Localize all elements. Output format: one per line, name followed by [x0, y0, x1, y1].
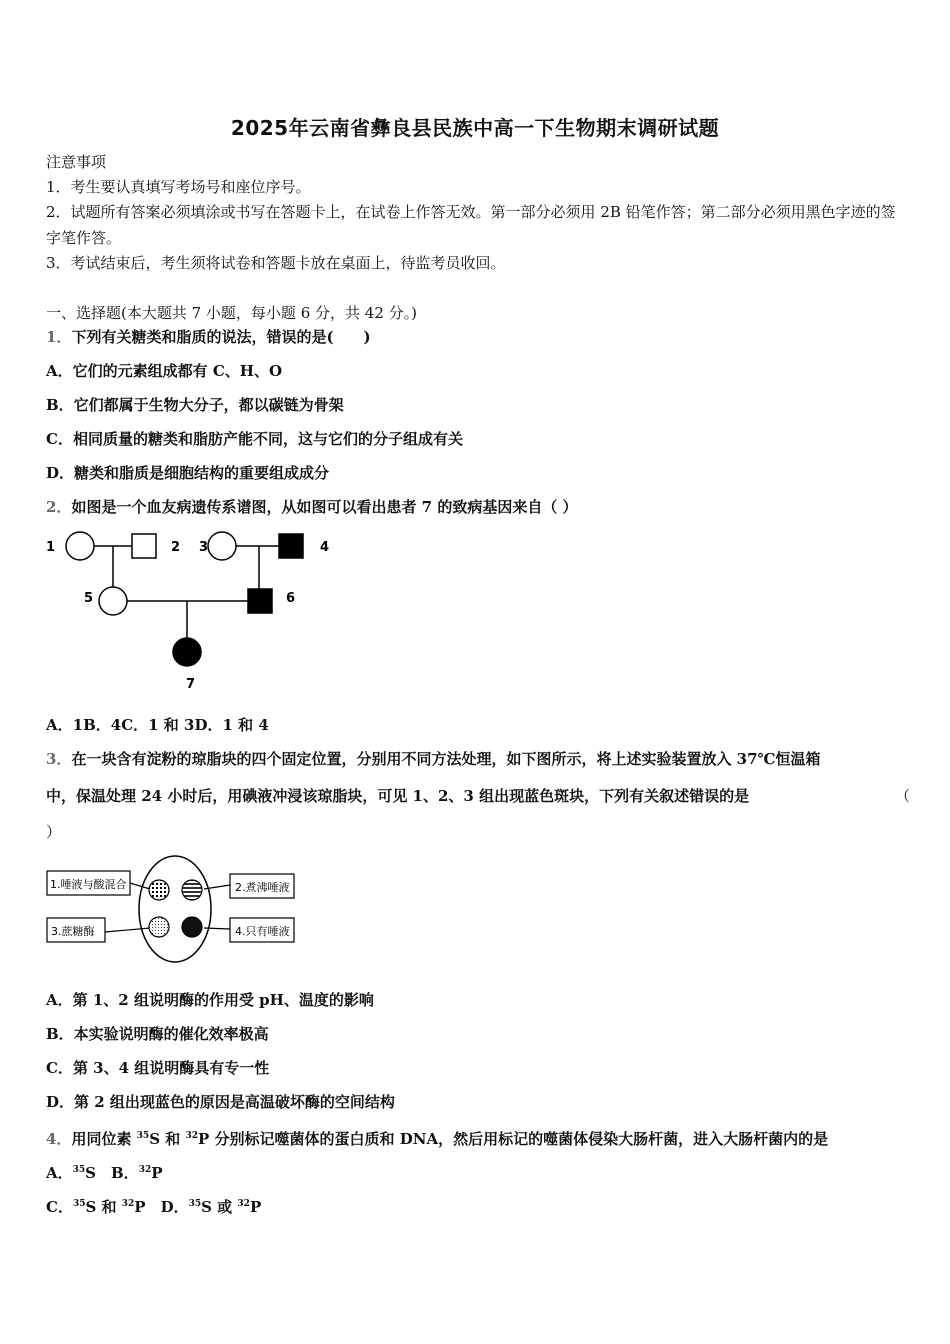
individual-3: [208, 532, 236, 560]
spot-1: [149, 880, 169, 900]
option-c: C．第 3、4 组说明酶具有专一性: [46, 1059, 270, 1077]
box-label-2: 2.煮沸唾液: [235, 881, 290, 894]
question-number: 3．: [46, 750, 72, 768]
page-title: 2025年云南省彝良县民族中高一下生物期末调研试题: [230, 116, 720, 140]
agar-diagram: [44, 855, 300, 975]
label-3: 3: [199, 540, 209, 555]
box-label-4: 4.只有唾液: [235, 925, 290, 938]
option-text: P D．: [134, 1198, 189, 1216]
superscript: 32: [185, 1131, 199, 1141]
option-d: D．糖类和脂质是细胞结构的重要组成成分: [46, 464, 330, 482]
stem-part: P 分别标记噬菌体的蛋白质和 DNA，然后用标记的噬菌体侵染大肠杆菌，进入大肠杆菌内的是: [198, 1130, 829, 1148]
individual-1: [66, 532, 94, 560]
pedigree-chart: [40, 525, 350, 700]
superscript: 32: [237, 1199, 250, 1209]
question-stem: 下列有关糖类和脂质的说法，错误的是( ): [71, 328, 371, 346]
question-number: 2．: [46, 498, 72, 516]
stem-part: 用同位素: [71, 1130, 137, 1148]
question-stem: 在一块含有淀粉的琼脂块的四个固定位置，分别用不同方法处理，如下图所示，将上述实验装置放入 37℃恒温箱: [71, 750, 821, 768]
label-2: 2: [171, 540, 181, 555]
superscript: 32: [121, 1199, 135, 1209]
option-text: P: [249, 1198, 262, 1216]
question-stem-cont: 中，保温处理 24 小时后，用碘液冲浸该琼脂块，可见 1、2、3 组出现蓝色斑块，下列有关叙述错误的是: [46, 787, 750, 805]
superscript: 35: [72, 1165, 86, 1175]
stem-part: S 和: [149, 1130, 186, 1148]
question-3: [46, 749, 821, 769]
options-line: A．1B．4C．1 和 3D．1 和 4: [46, 716, 269, 734]
label-4: 4: [320, 540, 330, 555]
option-b: B．它们都属于生物大分子，都以碳链为骨架: [46, 396, 344, 414]
box-label-3: 3.蔗糖酶: [51, 925, 95, 938]
option-text: S 或: [201, 1198, 238, 1216]
individual-4-affected: [279, 534, 303, 558]
options-line-ab: [46, 1160, 163, 1183]
section-heading: 一、选择题(本大题共 7 小题，每小题 6 分，共 42 分。): [46, 304, 417, 322]
question-stem: 如图是一个血友病遗传系谱图，从如图可以看出患者 7 的致病基因来自（ ）: [71, 498, 578, 516]
agar-block: [139, 856, 211, 962]
notice-item: 3．考试结束后，考生须将试卷和答题卡放在桌面上，待监考员收回。: [46, 254, 506, 272]
individual-5: [99, 587, 127, 615]
option-a: A．: [46, 1164, 73, 1182]
notice-item: 2．试题所有答案必须填涂或书写在答题卡上，在试卷上作答无效。第一部分必须用 2B 铅笔作答；第二部分必须用黑色字迹的签字笔作答。: [46, 203, 896, 247]
question-number: 1．: [46, 328, 72, 346]
question-1: [46, 327, 371, 347]
option-d: D．第 2 组出现蓝色的原因是高温破坏酶的空间结构: [46, 1093, 395, 1111]
label-7: 7: [186, 677, 196, 692]
answer-paren-close: ）: [46, 823, 62, 841]
answer-paren-open: （: [895, 787, 911, 805]
option-b: B．本实验说明酶的催化效率极高: [46, 1025, 269, 1043]
superscript: 35: [72, 1199, 86, 1209]
question-4: [46, 1126, 828, 1149]
option-a: A．它们的元素组成都有 C、H、O: [46, 362, 283, 380]
box-label-1: 1.唾液与酸混合: [50, 878, 127, 891]
label-6: 6: [286, 591, 296, 606]
spot-3: [149, 917, 169, 937]
notice-heading: 注意事项: [46, 153, 107, 171]
options-line-cd: [46, 1194, 261, 1217]
label-5: 5: [84, 591, 94, 606]
option-c: C．: [46, 1198, 73, 1216]
option-text: S 和: [85, 1198, 122, 1216]
superscript: 32: [138, 1165, 152, 1175]
question-number: 4．: [46, 1130, 72, 1148]
individual-7-affected: [173, 638, 201, 666]
individual-6-affected: [248, 589, 272, 613]
notice-item: 1．考生要认真填写考场号和座位序号。: [46, 178, 311, 196]
spot-4: [182, 917, 202, 937]
individual-2: [132, 534, 156, 558]
option-c: C．相同质量的糖类和脂肪产能不同，这与它们的分子组成有关: [46, 430, 463, 448]
superscript: 35: [136, 1131, 150, 1141]
option-a: A．第 1、2 组说明酶的作用受 pH、温度的影响: [46, 991, 374, 1009]
label-1: 1: [46, 540, 56, 555]
question-2: [46, 497, 578, 517]
spot-2: [182, 880, 202, 900]
option-text: S B．: [85, 1164, 139, 1182]
superscript: 35: [188, 1199, 202, 1209]
option-text: P: [151, 1164, 163, 1182]
